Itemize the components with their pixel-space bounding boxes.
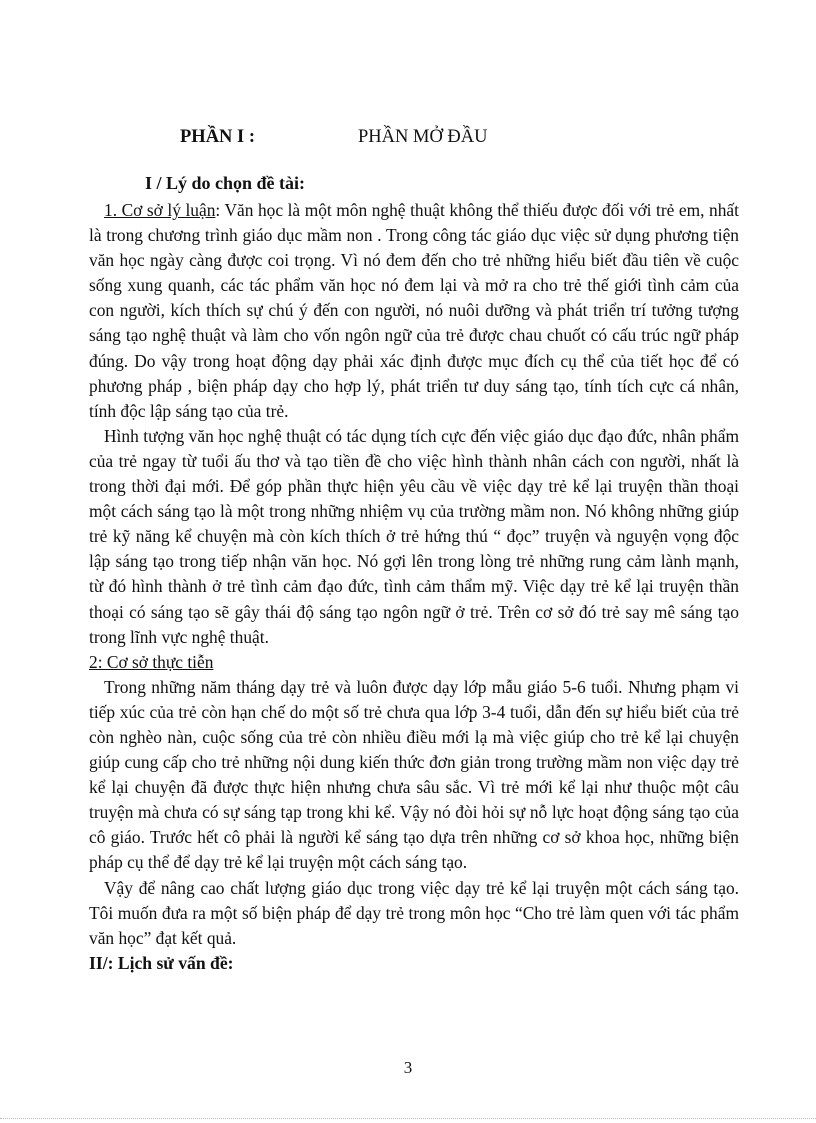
subsection-1-label: 1. Cơ sở lý luận: [104, 200, 216, 220]
chapter-title: PHẦN MỞ ĐẦU: [358, 127, 488, 147]
paragraph-theory: [89, 198, 739, 424]
chapter-heading: [0, 127, 816, 157]
paragraph-literary-image: Hình tượng văn học nghệ thuật có tác dụng tích cực đến việc giáo dục đạo đức, nhân phẩm của trẻ ngay từ tuổi ấu thơ và tạo tiền đề cho việc hình thành nhân cách con người, nhất là trong thời đại mới. Để góp phần thực hiện yêu cầu về việc dạy trẻ kể lại truyện thần thoại một cách sáng tạo là một trong những nhiệm vụ của trường mầm non. Nó không những giúp trẻ kỹ năng kể chuyện mà còn kích thích ở trẻ hứng thú “ đọc” truyện và nguyện vọng độc lập sáng tạo trong tiếp nhận văn học. Nó gợi lên trong lòng trẻ những rung cảm lành mạnh, từ đó hình thành ở trẻ tình cảm đạo đức, tình cảm thẩm mỹ. Việc dạy trẻ kể lại truyện thần thoại có sáng tạo sẽ gây thái độ sáng tạo ngôn ngữ ở trẻ. Trên cơ sở đó trẻ say mê sáng tạo trong lĩnh vực nghệ thuật.: [89, 425, 739, 647]
section-1-title: I / Lý do chọn đề tài:: [145, 173, 306, 193]
section-2-title: II/: Lịch sử vấn đề:: [89, 952, 234, 973]
paragraph-theory-text: : Văn học là một môn nghệ thuật không thể thiếu được đối với trẻ em, nhất là trong chương trình giáo dục mầm non . Trong công tác giáo dục việc sử dụng phương tiện văn học ngày càng được coi trọng. Vì nó đem đến cho trẻ những hiểu biết đầu tiên về cuộc sống xung quanh, các tác phẩm văn học nó đem lại và mở ra cho trẻ thế giới tình cảm của con người, kích thích sự chú ý đến con người, nó nuôi dưỡng và phát triển trí tưởng tượng sáng tạo nghệ thuật và làm cho vốn ngôn ngữ của trẻ được chau chuốt có cấu trúc ngữ pháp đúng. Do vậy trong hoạt động dạy phải xác định được mục đích cụ thể của tiết học để có phương pháp , biện pháp dạy cho hợp lý, phát triển tư duy sáng tạo, tính tích cực cá nhân, tính độc lập sáng tạo của trẻ.: [89, 200, 739, 421]
paragraph-goal: Vậy để nâng cao chất lượng giáo dục trong việc dạy trẻ kể lại truyện một cách sáng tạo. Tôi muốn đưa ra một số biện pháp để dạy trẻ trong môn học “Cho trẻ làm quen với tác phẩm văn học” đạt kết quả.: [89, 877, 739, 948]
page-number: 3: [403, 1058, 413, 1077]
paragraph-practice: Trong những năm tháng dạy trẻ và luôn được dạy lớp mẫu giáo 5-6 tuổi. Nhưng phạm vi tiếp xúc của trẻ còn hạn chế do một số trẻ chưa qua lớp 3-4 tuổi, dẫn đến sự hiểu biết của trẻ còn nghèo nàn, cuộc sống của trẻ còn nhiều điều mới lạ mà việc giúp cho trẻ kể lại chuyện giúp cung cấp cho trẻ những nội dung kiến thức đơn giản trong trường mầm non việc dạy trẻ kể lại chuyện đã được thực hiện nhưng chưa sâu sắc. Vì trẻ mới kể lại như thuộc một câu truyện mà chưa có sự sáng tạp trong khi kể. Vậy nó đòi hỏi sự nỗ lực hoạt động sáng tạo của cô giáo. Trước hết cô phải là người kể sáng tạo dựa trên những cơ sở khoa học, những biện pháp cụ thể để dạy trẻ kể lại truyện một cách sáng tạo.: [89, 676, 739, 873]
subsection-2-label: 2: Cơ sở thực tiễn: [89, 651, 214, 672]
part-label: PHẦN I :: [180, 127, 256, 147]
page-bottom-rule: [0, 1118, 816, 1119]
body-text: [89, 198, 739, 976]
